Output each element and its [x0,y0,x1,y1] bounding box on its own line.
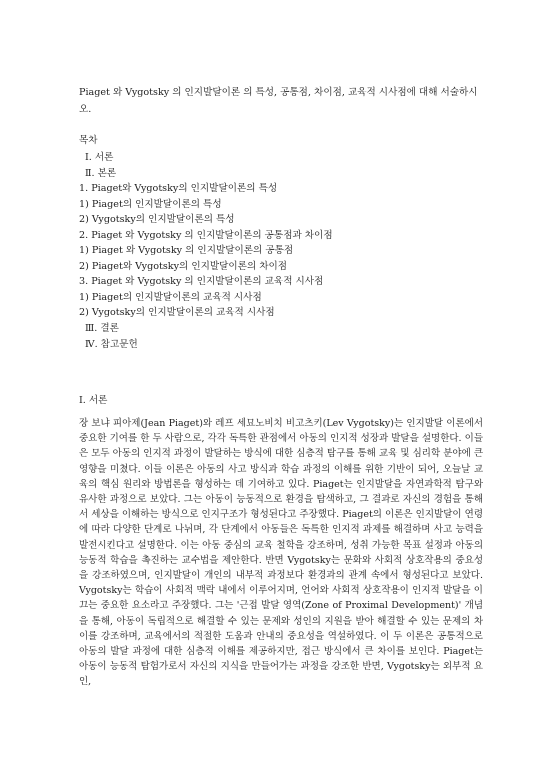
toc-item: 1. Piaget와 Vygotsky의 인지발달이론의 특성 [79,183,278,195]
section-heading-introduction: Ⅰ. 서론 [79,395,108,406]
toc-item: 2) Piaget와 Vygotsky의 인지발달이론의 차이점 [79,260,288,272]
toc-item: 2) Vygotsky의 인지발달이론의 교육적 시사점 [79,307,275,319]
toc-item: 1) Piaget 와 Vygotsky 의 인지발달이론의 공통점 [79,245,294,257]
toc-item: Ⅲ. 결론 [85,323,119,335]
toc-item: Ⅱ. 본론 [85,167,117,179]
toc-item: 3. Piaget 와 Vygotsky 의 인지발달이론의 교육적 시사점 [79,276,324,288]
table-of-contents [79,150,333,352]
toc-item: 2) Vygotsky의 인지발달이론의 특성 [79,214,235,226]
toc-item: Ⅰ. 서론 [85,152,114,163]
toc-heading: 목차 [79,135,98,146]
toc-item: Ⅳ. 참고문헌 [85,338,138,350]
body-paragraph: 장 보냐 피아제(Jean Piaget)와 레프 세묘노비치 비고츠키(Lev Vygotsky)는 인지발달 이론에서 중요한 기여를 한 두 사람으로, 각각 독특한 관점에서 아동의 인지적 성장과 발달을 설명한다. 이들은 모두 아동의 인지적 과정이 발달하는 방식에 대한 심층적 탐구를 통해 교육 및 심리학 분야에 큰 영향을 미쳤다. 이들 이론은 아동의 사고 방식과 학습 과정의 이해를 위한 기반이 되어, 오늘날 교육의 핵심 원리와 방법론을 형성하는 데 기여하고 있다. Piaget는 인지발달을 자연과학적 탐구와 유사한 과정으로 보았다. 그는 아동이 능동적으로 환경을 탐색하고, 그 결과로 자신의 경험을 통해서 세상을 이해하는 방식으로 인지구조가 형성된다고 주장했다. Piaget의 이론은 인지발달이 연령에 따라 다양한 단계로 나뉘며, 각 단계에서 아동들은 독특한 인지적 과제를 해결하며 사고 능력을 발전시킨다고 설명한다. 이는 아동 중심의 교육 철학을 강조하며, 성취 가능한 목표 설정과 아동의 능동적 학습을 촉진하는 교수법을 제안한다. 반면 Vygotsky는 문화와 사회적 상호작용의 중요성을 강조하였으며, 인지발달이 개인의 내부적 과정보다 환경과의 관계 속에서 형성된다고 보았다. Vygotsky는 학습이 사회적 맥락 내에서 이루어지며, 언어와 사회적 상호작용이 인지적 발달을 이끄는 중요한 요소라고 주장했다. 그는 '근접 발달 영역(Zone of Proximal Development)' 개념을 통해, 아동이 독립적으로 해결할 수 있는 문제와 성인의 지원을 받아 해결할 수 있는 문제의 차이를 강조하며, 교육에서의 적절한 도움과 안내의 중요성을 역설하였다. 이 두 이론은 공통적으로 아동의 발달 과정에 대한 심층적 이해를 제공하지만, 접근 방식에서 큰 차이를 보인다. Piaget는 아동이 능동적 탐험가로서 자신의 지식을 만들어가는 과정을 강조한 반면, Vygotsky는 외부적 요인, [79,418,483,688]
toc-item: 1) Piaget의 인지발달이론의 교육적 시사점 [79,291,262,303]
toc-item: 1) Piaget의 인지발달이론의 특성 [79,198,222,210]
toc-item: 2. Piaget 와 Vygotsky 의 인지발달이론의 공통점과 차이점 [79,229,333,241]
document-title: Piaget 와 Vygotsky 의 인지발달이론 의 특성, 공통점, 차이점, 교육적 시사점에 대해 서술하시오. [79,87,478,115]
